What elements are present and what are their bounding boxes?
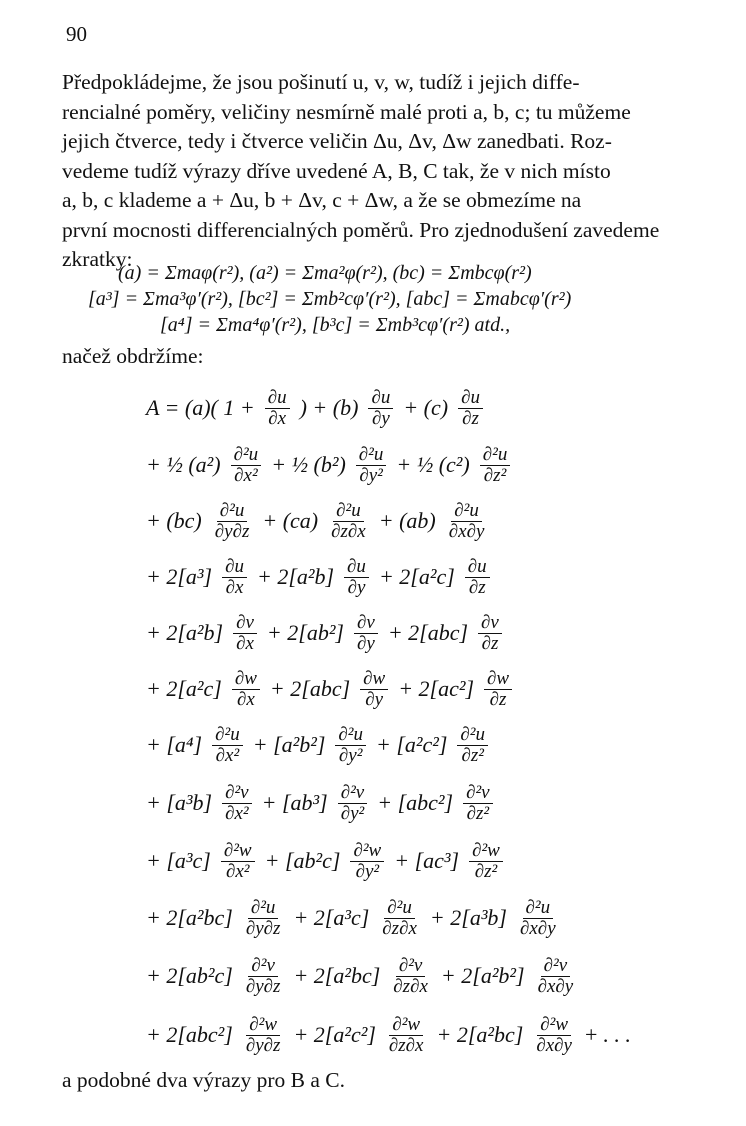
fraction (335, 725, 366, 766)
fraction (221, 841, 255, 882)
intro-line: načež obdržíme: (62, 344, 204, 368)
fraction (478, 613, 502, 654)
fraction-numerator: ∂²w (537, 1015, 571, 1036)
fraction-numerator: ∂u (458, 388, 483, 409)
paragraph-line: vedeme tudíž výrazy dříve uvedené A, B, C tak, že v nich místo (62, 158, 611, 183)
equation-row (140, 778, 497, 828)
equation-coefficient: + 2[a²bc] (293, 963, 381, 988)
fraction-numerator: ∂²w (246, 1015, 280, 1036)
fraction-denominator: ∂x (236, 688, 255, 710)
fraction (360, 669, 388, 710)
equation-lead: + [a⁴] (146, 732, 203, 757)
fraction-numerator: ∂²v (222, 783, 252, 804)
fraction-denominator: ∂x² (225, 860, 250, 882)
equation-lead: + 2[ab²c] (146, 963, 233, 988)
fraction-denominator: ∂z∂x (382, 917, 417, 939)
fraction-numerator: ∂²u (356, 445, 387, 466)
paragraph-line: a, b, c klademe a + Δu, b + Δv, c + Δw, a že se obmezíme na (62, 188, 582, 212)
equation-coefficient: + 2[a³b] (429, 905, 507, 930)
fraction (222, 783, 252, 824)
paragraph-line: Předpokládejme, že jsou pošinutí u, v, w, tudíž i jejich diffe- (62, 70, 580, 94)
fraction-numerator: ∂²u (248, 898, 279, 919)
fraction-denominator: ∂y² (359, 464, 383, 486)
equation-lead: + (bc) (146, 508, 202, 533)
fraction-numerator: ∂²u (333, 501, 364, 522)
fraction (457, 725, 488, 766)
fraction-numerator: ∂²u (384, 898, 415, 919)
equation-coefficient: + ½ (c²) (396, 452, 470, 477)
fraction-denominator: ∂x² (234, 464, 258, 486)
fraction-numerator: ∂²v (338, 783, 368, 804)
fraction-denominator: ∂y (365, 688, 384, 710)
definition-line: [a³] = Σma³φ′(r²), [bc²] = Σmb²cφ′(r²), [abc] = Σmabcφ′(r²) (88, 288, 572, 310)
fraction-denominator: ∂y² (355, 860, 380, 882)
fraction-numerator: ∂u (465, 557, 490, 578)
fraction (356, 445, 387, 486)
fraction (484, 669, 512, 710)
fraction-numerator: ∂v (233, 613, 257, 634)
fraction-denominator: ∂y (356, 632, 375, 654)
equation-lead: + ½ (a²) (146, 452, 221, 477)
fraction-numerator: ∂²u (231, 445, 262, 466)
fraction (338, 783, 368, 824)
fraction (465, 557, 490, 598)
equation-coefficient: + 2[a²b²] (440, 963, 525, 988)
fraction-numerator: ∂²u (457, 725, 488, 746)
fraction (233, 613, 257, 654)
fraction-denominator: ∂x∂y (537, 975, 574, 997)
fraction-denominator: ∂x∂y (519, 917, 556, 939)
equation-lead: + 2[a²c] (146, 676, 222, 701)
fraction-denominator: ∂y² (340, 802, 365, 824)
fraction-denominator: ∂z² (483, 464, 507, 486)
fraction (379, 898, 420, 939)
equation-lead: + 2[abc²] (146, 1022, 233, 1047)
equation-row (140, 1010, 636, 1060)
fraction-numerator: ∂w (484, 669, 512, 690)
equation-row (140, 720, 492, 770)
fraction-denominator: ∂z (462, 407, 479, 429)
equation-coefficient: + [ab²c] (264, 848, 341, 873)
equation-lead: A = (a)( 1 + (146, 395, 255, 420)
fraction (222, 557, 247, 598)
fraction-numerator: ∂u (222, 557, 247, 578)
fraction-denominator: ∂x∂y (536, 1034, 572, 1056)
fraction-numerator: ∂²w (350, 841, 384, 862)
fraction-numerator: ∂²w (469, 841, 503, 862)
fraction-numerator: ∂u (368, 388, 393, 409)
equation-row (140, 608, 506, 658)
equation-coefficient: + 2[abc] (387, 620, 469, 645)
equation-coefficient: + 2[ac²] (398, 676, 475, 701)
fraction (344, 557, 369, 598)
fraction (458, 388, 483, 429)
equation-row (140, 552, 494, 602)
fraction-denominator: ∂z (489, 688, 507, 710)
fraction-numerator: ∂v (354, 613, 378, 634)
fraction-numerator: ∂²w (221, 841, 255, 862)
fraction-denominator: ∂y∂z (245, 917, 281, 939)
equation-coefficient: + [a²c²] (375, 732, 448, 757)
fraction-numerator: ∂²v (248, 956, 278, 977)
fraction-denominator: ∂z (468, 576, 486, 598)
equation-coefficient: + 2[a²b] (256, 564, 335, 589)
fraction-denominator: ∂z² (461, 744, 484, 766)
fraction-numerator: ∂u (344, 557, 369, 578)
fraction (368, 388, 393, 429)
fraction (480, 445, 511, 486)
equation-row (140, 951, 580, 1001)
fraction-denominator: ∂z (481, 632, 499, 654)
fraction-numerator: ∂v (478, 613, 502, 634)
fraction-numerator: ∂²w (389, 1015, 423, 1036)
equation-row (140, 440, 514, 490)
fraction-denominator: ∂x (225, 576, 244, 598)
fraction-denominator: ∂y∂z (214, 520, 250, 542)
equation-coefficient: + (c) (403, 395, 449, 420)
fraction (533, 1015, 575, 1056)
fraction (231, 445, 262, 486)
equation-coefficient: + 2[ab²] (266, 620, 344, 645)
equation-coefficient: + [ac³] (394, 848, 460, 873)
equation-lead: + 2[a²b] (146, 620, 224, 645)
fraction (232, 669, 260, 710)
fraction-denominator: ∂z∂x (393, 975, 428, 997)
fraction-denominator: ∂z∂x (331, 520, 366, 542)
equation-lead: + 2[a²bc] (146, 905, 233, 930)
equation-lead: + [a³b] (146, 790, 213, 815)
fraction (535, 956, 577, 997)
fraction (517, 898, 559, 939)
fraction-numerator: ∂²u (480, 445, 511, 466)
fraction-denominator: ∂z∂x (388, 1034, 424, 1056)
fraction (390, 956, 431, 997)
equation-row (140, 893, 563, 943)
equation-coefficient: + (ab) (378, 508, 436, 533)
equation-lead: + 2[a³] (146, 564, 213, 589)
paragraph-line: jejich čtverce, tedy i čtverce veličin Δu, Δv, Δw zanedbati. Roz- (62, 129, 612, 153)
fraction (265, 388, 290, 429)
fraction (212, 501, 253, 542)
fraction-denominator: ∂x² (215, 744, 240, 766)
fraction-denominator: ∂y (371, 407, 390, 429)
fraction (243, 956, 284, 997)
paragraph-line: rencialné poměry, veličiny nesmírně malé proti a, b, c; tu můžeme (62, 99, 631, 124)
definition-line: (a) = Σmaφ(r²), (a²) = Σma²φ(r²), (bc) = Σmbcφ(r²) (118, 262, 532, 284)
fraction-denominator: ∂x∂y (448, 520, 485, 542)
equation-lead: + [a³c] (146, 848, 211, 873)
equation-row (140, 383, 487, 433)
paragraph-line: zkratky: (62, 247, 133, 271)
fraction-denominator: ∂y∂z (245, 975, 281, 997)
equation-coefficient: + ½ (b²) (271, 452, 346, 477)
fraction (354, 613, 378, 654)
fraction (463, 783, 493, 824)
fraction-denominator: ∂x (236, 632, 254, 654)
equation-row (140, 836, 507, 886)
page-number: 90 (66, 22, 87, 46)
equation-coefficient: + 2[abc] (269, 676, 351, 701)
equation-tail: + . . . (585, 1022, 631, 1047)
fraction (469, 841, 503, 882)
fraction-denominator: ∂z² (466, 802, 490, 824)
fraction (386, 1015, 427, 1056)
fraction-numerator: ∂²u (335, 725, 366, 746)
fraction (446, 501, 488, 542)
fraction-denominator: ∂x² (225, 802, 249, 824)
fraction (243, 1015, 284, 1056)
fraction-denominator: ∂y² (338, 744, 363, 766)
equation-coefficient: + 2[a³c] (293, 905, 370, 930)
fraction-numerator: ∂w (232, 669, 260, 690)
equation-coefficient: + 2[a²c²] (293, 1022, 376, 1047)
equation-coefficient: + 2[a²c] (378, 564, 455, 589)
fraction-denominator: ∂y (347, 576, 366, 598)
fraction-numerator: ∂²v (463, 783, 493, 804)
fraction-numerator: ∂w (360, 669, 388, 690)
fraction-numerator: ∂²v (396, 956, 426, 977)
fraction-numerator: ∂²u (451, 501, 482, 522)
fraction-numerator: ∂²u (212, 725, 243, 746)
fraction-numerator: ∂²u (217, 501, 248, 522)
fraction (212, 725, 243, 766)
equation-row (140, 496, 491, 546)
fraction-denominator: ∂x (268, 407, 287, 429)
equation-coefficient: + [a²b²] (252, 732, 326, 757)
equation-coefficient: + [ab³] (261, 790, 328, 815)
fraction-numerator: ∂u (265, 388, 290, 409)
equation-coefficient: + [abc²] (377, 790, 454, 815)
fraction-numerator: ∂²v (541, 956, 571, 977)
fraction (243, 898, 284, 939)
fraction-denominator: ∂z² (474, 860, 498, 882)
equation-coefficient: + 2[a²bc] (436, 1022, 524, 1047)
fraction (350, 841, 384, 882)
footer-text: a podobné dva výrazy pro B a C. (62, 1068, 346, 1092)
fraction-numerator: ∂²u (523, 898, 554, 919)
fraction-denominator: ∂y∂z (245, 1034, 281, 1056)
equation-coefficient: + (ca) (262, 508, 319, 533)
equation-coefficient: ) + (b) (299, 395, 359, 420)
equation-row (140, 664, 516, 714)
paragraph-line: první mocnosti differencialných poměrů. Pro zjednodušení zavedeme (62, 217, 660, 242)
fraction (328, 501, 369, 542)
definition-line: [a⁴] = Σma⁴φ′(r²), [b³c] = Σmb³cφ′(r²) atd., (160, 314, 511, 336)
